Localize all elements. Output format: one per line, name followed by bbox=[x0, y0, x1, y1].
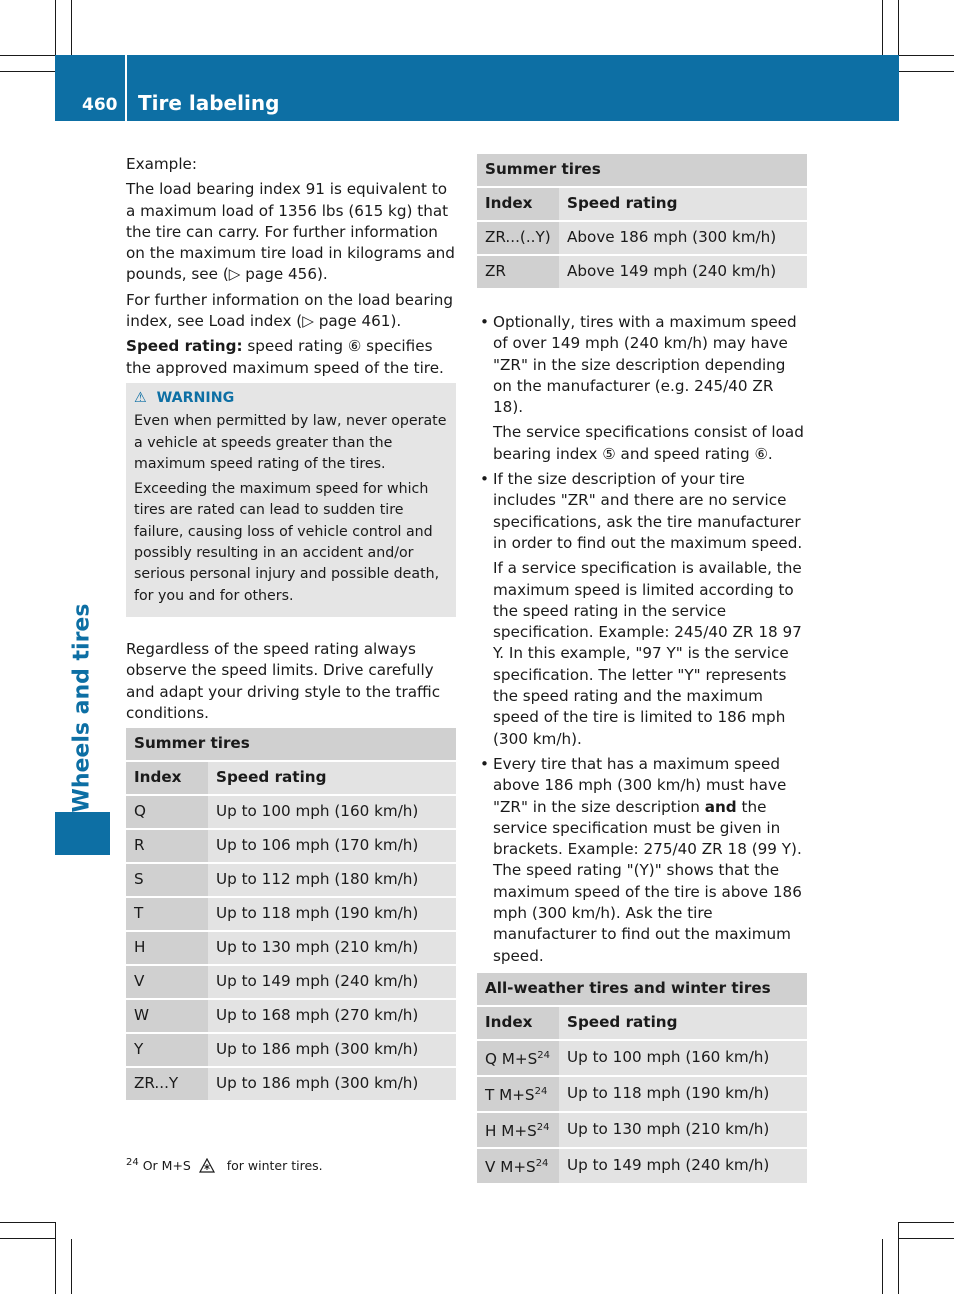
page-number: 460 bbox=[82, 95, 118, 115]
index-text: H M+S bbox=[485, 1122, 537, 1141]
column-header-index: Index bbox=[477, 187, 559, 221]
text: Every tire that has a maximum speed above 186 mph (300 km/h) must have "ZR" in the size description bbox=[493, 754, 787, 816]
text: and speed rating bbox=[615, 444, 755, 463]
table-row bbox=[477, 221, 807, 255]
table-row bbox=[126, 863, 456, 897]
index-cell: ZR...(..Y) bbox=[477, 221, 559, 255]
index-cell: Q bbox=[126, 795, 208, 829]
column-header-rating: Speed rating bbox=[559, 1006, 807, 1040]
paragraph bbox=[493, 754, 807, 967]
index-cell: H bbox=[126, 931, 208, 965]
rating-cell: Up to 130 mph (210 km/h) bbox=[559, 1112, 807, 1148]
footnote-ref: 24 bbox=[537, 1050, 550, 1062]
page-title: Tire labeling bbox=[138, 91, 280, 115]
emphasis: and bbox=[704, 797, 737, 816]
index-cell bbox=[477, 1148, 559, 1184]
rating-cell: Up to 100 mph (160 km/h) bbox=[559, 1040, 807, 1076]
list-item bbox=[477, 312, 807, 465]
index-cell: V bbox=[126, 965, 208, 999]
paragraph bbox=[493, 422, 807, 465]
table-row bbox=[126, 795, 456, 829]
warning-text: Even when permitted by law, never operate a vehicle at speeds greater than the maximum speed rating of the tires. bbox=[134, 413, 447, 472]
right-column bbox=[477, 154, 807, 1185]
warning-heading bbox=[134, 388, 448, 409]
crop-mark bbox=[71, 1239, 72, 1294]
rating-cell: Up to 186 mph (300 km/h) bbox=[208, 1033, 456, 1067]
paragraph: • Optionally, tires with a maximum speed of over 149 mph (240 km/h) may have "ZR" in the size description depending on the manufacturer (e.g. 245/40 ZR 18). bbox=[493, 313, 797, 417]
table-row bbox=[126, 829, 456, 863]
crop-mark bbox=[899, 1222, 954, 1223]
index-cell: Y bbox=[126, 1033, 208, 1067]
index-cell: R bbox=[126, 829, 208, 863]
callout-6: ⑥ bbox=[347, 337, 362, 356]
index-cell: S bbox=[126, 863, 208, 897]
crop-mark bbox=[0, 71, 55, 72]
table-caption: Summer tires bbox=[477, 154, 807, 187]
paragraph: Example: bbox=[126, 155, 198, 173]
section-tab-marker bbox=[55, 812, 110, 855]
warning-icon: ⚠ bbox=[134, 389, 147, 406]
table-row bbox=[477, 1076, 807, 1112]
rating-cell: Up to 149 mph (240 km/h) bbox=[208, 965, 456, 999]
crop-mark bbox=[882, 1239, 883, 1294]
rating-cell: Up to 118 mph (190 km/h) bbox=[208, 897, 456, 931]
table-caption: Summer tires bbox=[126, 728, 456, 761]
table-row bbox=[477, 1148, 807, 1184]
rating-cell: Up to 112 mph (180 km/h) bbox=[208, 863, 456, 897]
table-row bbox=[477, 1112, 807, 1148]
term: Speed rating: bbox=[126, 337, 243, 356]
footnote-ref: 24 bbox=[535, 1158, 549, 1170]
crop-mark bbox=[0, 55, 55, 56]
index-cell: T bbox=[126, 897, 208, 931]
index-cell: ZR bbox=[477, 255, 559, 289]
rating-cell: Up to 130 mph (210 km/h) bbox=[208, 931, 456, 965]
bullet-list bbox=[477, 312, 807, 967]
paragraph: • If the size description of your tire includes "ZR" and there are no service specifications, ask the tire manufacturer in order to find out the maximum speed. bbox=[493, 470, 803, 552]
summer-tires-zr-table bbox=[477, 154, 807, 290]
header-separator bbox=[125, 55, 127, 121]
callout-5: ⑤ bbox=[602, 444, 616, 463]
index-text: V M+S bbox=[485, 1158, 536, 1177]
text: The service specifications consist of load bearing index bbox=[493, 423, 804, 463]
text: . bbox=[767, 444, 773, 463]
left-column bbox=[126, 154, 456, 1102]
footnote-text: for winter tires. bbox=[226, 1158, 323, 1174]
rating-cell: Up to 168 mph (270 km/h) bbox=[208, 999, 456, 1033]
summer-tires-table bbox=[126, 728, 456, 1102]
warning-box bbox=[126, 383, 456, 617]
table-row bbox=[126, 1067, 456, 1101]
crop-mark bbox=[0, 1222, 55, 1223]
crop-mark bbox=[71, 0, 72, 55]
table-row bbox=[126, 931, 456, 965]
rating-cell: Up to 186 mph (300 km/h) bbox=[208, 1067, 456, 1101]
column-header-index: Index bbox=[477, 1006, 559, 1040]
footnote-ref: 24 bbox=[534, 1086, 548, 1098]
list-item bbox=[477, 469, 807, 750]
text: speed rating bbox=[242, 337, 348, 356]
section-side-label: Wheels and tires bbox=[69, 603, 95, 813]
crop-mark bbox=[899, 71, 954, 72]
index-cell bbox=[477, 1040, 559, 1076]
rating-cell: Up to 106 mph (170 km/h) bbox=[208, 829, 456, 863]
paragraph: Regardless of the speed rating always observe the speed limits. Drive carefully and adapt your driving style to the traffic conditions. bbox=[126, 639, 441, 722]
index-cell bbox=[477, 1076, 559, 1112]
crop-mark bbox=[0, 1238, 55, 1239]
rating-cell: Up to 149 mph (240 km/h) bbox=[559, 1148, 807, 1184]
rating-cell: Above 186 mph (300 km/h) bbox=[559, 221, 807, 255]
table-caption: All-weather tires and winter tires bbox=[477, 973, 807, 1006]
index-text: T M+S bbox=[485, 1086, 535, 1105]
footnote-text: Or M+S bbox=[138, 1158, 191, 1174]
crop-mark bbox=[882, 0, 883, 55]
column-header-rating: Speed rating bbox=[208, 761, 456, 795]
paragraph: The load bearing index 91 is equivalent to a maximum load of 1356 lbs (615 kg) that the tire can carry. For further information on the maximum tire load in kilograms and pounds, see (▷ page 456). bbox=[126, 180, 455, 284]
crop-mark bbox=[55, 1222, 56, 1294]
footnote bbox=[126, 1157, 323, 1173]
index-cell: W bbox=[126, 999, 208, 1033]
crop-mark bbox=[899, 55, 954, 56]
column-header-index: Index bbox=[126, 761, 208, 795]
snowflake-mountain-icon bbox=[199, 1158, 215, 1173]
list-item bbox=[477, 754, 807, 967]
footnote-ref: 24 bbox=[536, 1122, 550, 1134]
index-cell: ZR...Y bbox=[126, 1067, 208, 1101]
all-weather-winter-table bbox=[477, 973, 807, 1185]
column-header-rating: Speed rating bbox=[559, 187, 807, 221]
table-row bbox=[126, 965, 456, 999]
rating-cell: Above 149 mph (240 km/h) bbox=[559, 255, 807, 289]
table-row bbox=[477, 1040, 807, 1076]
text: specifies the approved maximum speed of the tire. bbox=[126, 337, 444, 377]
paragraph bbox=[126, 336, 456, 379]
table-row bbox=[126, 999, 456, 1033]
table-row bbox=[126, 897, 456, 931]
table-row bbox=[126, 1033, 456, 1067]
text: the service specification must be given in brackets. Example: 275/40 ZR 18 (99 Y). The speed rating "(Y)" shows that the maximum speed of the tire is above 186 mph (300 km/h). Ask the tire manufacturer to find out the maximum speed. bbox=[493, 797, 802, 965]
index-cell bbox=[477, 1112, 559, 1148]
crop-mark bbox=[898, 1222, 899, 1294]
warning-label: WARNING bbox=[156, 389, 235, 406]
crop-mark bbox=[899, 1238, 954, 1239]
warning-text: Exceeding the maximum speed for which tires are rated can lead to sudden tire failure, causing loss of vehicle control and possibly resulting in an accident and/or serious personal injury and possible death, for you and for others. bbox=[134, 481, 440, 604]
index-text: Q M+S bbox=[485, 1050, 538, 1069]
rating-cell: Up to 100 mph (160 km/h) bbox=[208, 795, 456, 829]
footnote-number: 24 bbox=[126, 1157, 139, 1168]
paragraph: For further information on the load bearing index, see Load index (▷ page 461). bbox=[126, 290, 454, 331]
paragraph: If a service specification is available, the maximum speed is limited according to the speed rating in the service specification. Example: 245/40 ZR 18 97 Y. In this example, "97 Y" is the service specification. The letter "Y" represents the speed rating and the maximum speed of the tire is limited to 186 mph (300 km/h). bbox=[493, 559, 802, 748]
rating-cell: Up to 118 mph (190 km/h) bbox=[559, 1076, 807, 1112]
table-row bbox=[477, 255, 807, 289]
callout-6: ⑥ bbox=[754, 444, 768, 463]
